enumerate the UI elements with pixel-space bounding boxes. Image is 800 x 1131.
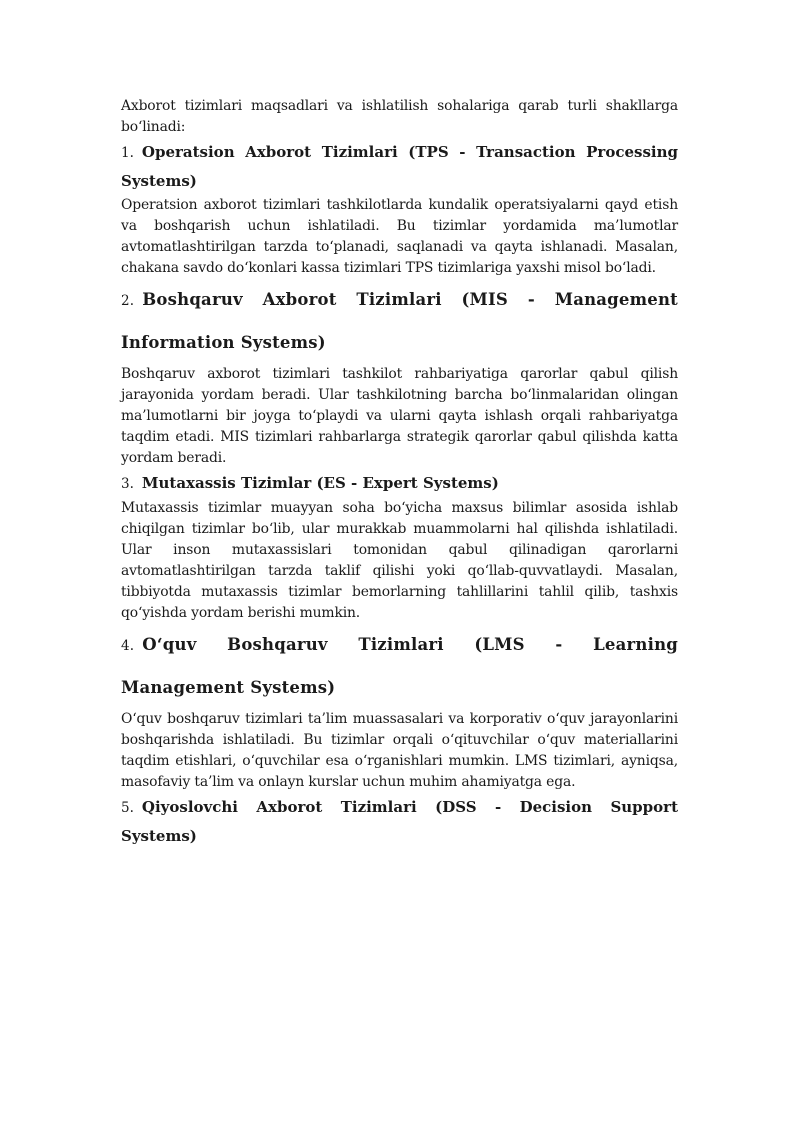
section-heading-3 [121,469,678,498]
section-heading-4 [121,624,678,709]
section-title: Qiyoslovchi Axborot Tizimlari (DSS - Decision Support Systems) [121,798,678,845]
document-page [121,96,678,850]
intro-paragraph: Axborot tizimlari maqsadlari va ishlatilish sohalariga qarab turli shakllarga bo‘linadi: [121,98,678,135]
section-number: 4. [121,638,135,654]
section-number: 3. [121,476,134,492]
section-title: Mutaxassis Tizimlar (ES - Expert Systems) [141,474,499,492]
section-title: Boshqaruv Axborot Tizimlari (MIS - Management Information Systems) [121,290,678,352]
section-number: 1. [121,145,134,161]
section-paragraph-2: Boshqaruv axborot tizimlari tashkilot rahbariyatiga qarorlar qabul qilish jarayonida yordam beradi. Ular tashkilotning barcha bo‘linmalaridan olingan ma’lumotlarni bir joyga to‘playdi va ularni qayta ishlash orqali rahbariyatga taqdim etadi. MIS tizimlari rahbarlarga strategik qarorlar qabul qilishda katta yordam beradi. [121,366,678,466]
section-paragraph-3: Mutaxassis tizimlar muayyan soha bo‘yicha maxsus bilimlar asosida ishlab chiqilgan tizimlar bo‘lib, ular murakkab muammolarni hal qilishda ishlatiladi. Ular inson mutaxassislari tomonidan qabul qilinadigan qarorlarni avtomatlashtirilgan tarzda taklif qilishi yoki qo‘llab-quvvatlaydi. Masalan, tibbiyotda mutaxassis tizimlar bemorlarning tahlillarini tahlil qilib, tashxis qo‘yishda yordam berishi mumkin. [121,500,678,621]
section-paragraph-4: O‘quv boshqaruv tizimlari ta’lim muassasalari va korporativ o‘quv jarayonlarini boshqarishda ishlatiladi. Bu tizimlar orqali o‘qituvchilar o‘quv materiallarini taqdim etishlari, o‘quvchilar esa o‘rganishlari mumkin. LMS tizimlari, ayniqsa, masofaviy ta’lim va onlayn kurslar uchun muhim ahamiyatga ega. [121,711,678,790]
section-heading-5 [121,793,678,850]
section-heading-2 [121,279,678,364]
section-heading-1 [121,138,678,195]
section-title: O‘quv Boshqaruv Tizimlari (LMS - Learning Management Systems) [121,635,678,697]
section-paragraph-1: Operatsion axborot tizimlari tashkilotlarda kundalik operatsiyalarni qayd etish va boshqarish uchun ishlatiladi. Bu tizimlar yordamida ma’lumotlar avtomatlashtirilgan tarzda to‘planadi, saqlanadi va qayta ishlanadi. Masalan, chakana savdo do‘konlari kassa tizimlari TPS tizimlariga yaxshi misol bo‘ladi. [121,197,678,276]
section-number: 2. [121,293,135,309]
section-number: 5. [121,800,134,816]
section-title: Operatsion Axborot Tizimlari (TPS - Transaction Processing Systems) [121,143,678,190]
